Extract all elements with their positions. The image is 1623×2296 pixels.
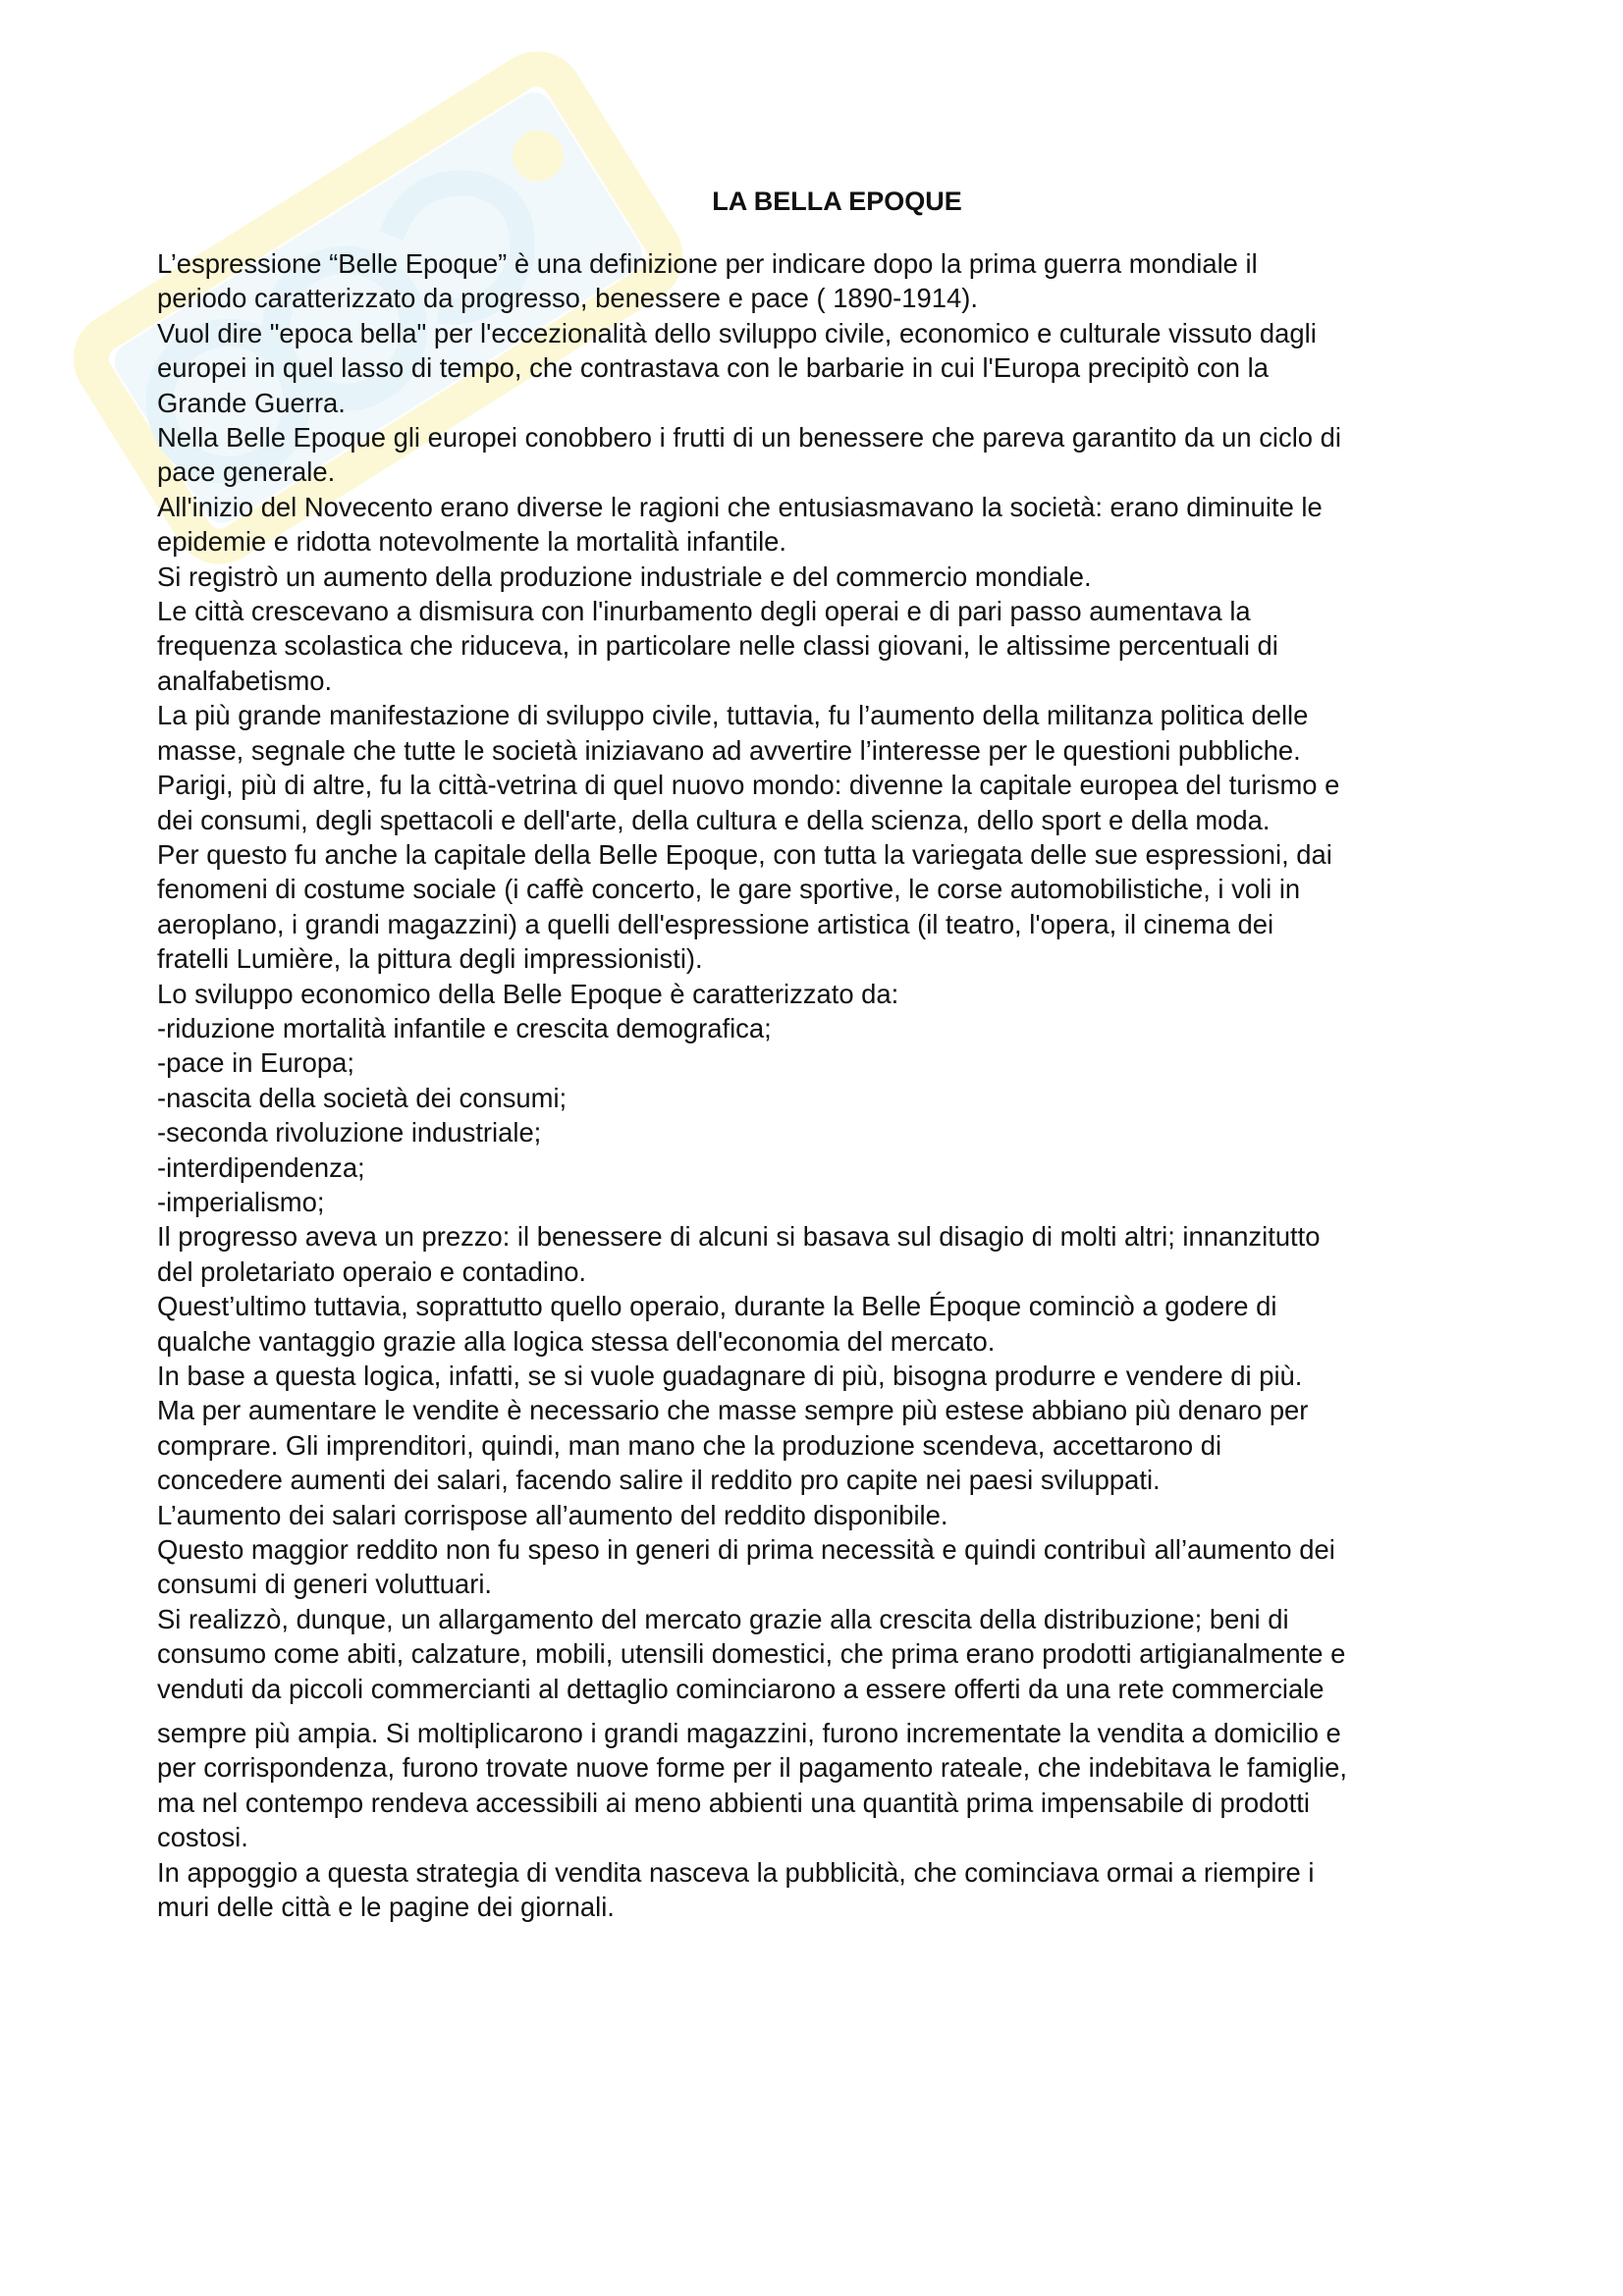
text-line: Per questo fu anche la capitale della Belle Epoque, con tutta la variegata delle sue espressioni, dai xyxy=(157,838,1332,870)
text-line: -nascita della società dei consumi; xyxy=(157,1082,568,1113)
text-line: consumo come abiti, calzature, mobili, utensili domestici, che prima erano prodotti artigianalmente e xyxy=(157,1638,1346,1670)
text-line: fratelli Lumière, la pittura degli impressionisti). xyxy=(157,943,703,975)
text-line: europei in quel lasso di tempo, che contrastava con le barbarie in cui l'Europa precipitò con la xyxy=(157,352,1269,384)
text-line: del proletariato operaio e contadino. xyxy=(157,1255,587,1287)
text-line: consumi di generi voluttuari. xyxy=(157,1569,493,1600)
text-line: Il progresso aveva un prezzo: il benessere di alcuni si basava sul disagio di molti altri; innanzitutto xyxy=(157,1221,1321,1253)
text-line: venduti da piccoli commercianti al dettaglio cominciarono a essere offerti da una rete commerciale xyxy=(157,1673,1325,1704)
text-line: comprare. Gli imprenditori, quindi, man mano che la produzione scendeva, accettarono di xyxy=(157,1429,1222,1461)
text-line: epidemie e ridotta notevolmente la mortalità infantile. xyxy=(157,526,786,558)
text-line: masse, segnale che tutte le società iniziavano ad avvertire l’interesse per le questioni pubbliche. xyxy=(157,734,1301,766)
text-line: Quest’ultimo tuttavia, soprattutto quello operaio, durante la Belle Époque cominciò a godere di xyxy=(157,1291,1277,1322)
text-line: In appoggio a questa strategia di vendita nasceva la pubblicità, che cominciava ormai a riempire i xyxy=(157,1856,1315,1888)
text-line: costosi. xyxy=(157,1822,248,1853)
text-line: pace generale. xyxy=(157,456,336,488)
text-line: Si registrò un aumento della produzione industriale e del commercio mondiale. xyxy=(157,561,1092,592)
text-line: fenomeni di costume sociale (i caffè concerto, le gare sportive, le corse automobilistiche, i voli in xyxy=(157,874,1301,905)
text-line: Vuol dire "epoca bella" per l'eccezionalità dello sviluppo civile, economico e culturale vissuto dagli xyxy=(157,317,1317,348)
text-line: -pace in Europa; xyxy=(157,1047,354,1079)
text-line: Grande Guerra. xyxy=(157,387,346,418)
text-line: La più grande manifestazione di sviluppo civile, tuttavia, fu l’aumento della militanza politica delle xyxy=(157,700,1309,731)
text-line: per corrispondenza, furono trovate nuove forme per il pagamento rateale, che indebitava le famiglie, xyxy=(157,1752,1347,1784)
page-title: LA BELLA EPOQUE xyxy=(712,187,962,216)
text-line: sempre più ampia. Si moltiplicarono i grandi magazzini, furono incrementate la vendita a domicilio e xyxy=(157,1718,1341,1749)
text-line: Si realizzò, dunque, un allargamento del mercato grazie alla crescita della distribuzione; beni di xyxy=(157,1603,1289,1634)
text-line: Questo maggior reddito non fu speso in generi di prima necessità e quindi contribuì all’aumento dei xyxy=(157,1534,1335,1566)
document-page xyxy=(157,187,1497,1925)
text-line: Parigi, più di altre, fu la città-vetrina di quel nuovo mondo: divenne la capitale europea del turismo e xyxy=(157,770,1340,801)
text-line: L’aumento dei salari corrispose all’aumento del reddito disponibile. xyxy=(157,1499,948,1530)
document-body xyxy=(157,246,1497,1925)
text-line: All'inizio del Novecento erano diverse le ragioni che entusiasmavano la società: erano diminuite le xyxy=(157,491,1323,522)
text-line: Lo sviluppo economico della Belle Epoque è caratterizzato da: xyxy=(157,978,899,1009)
text-line: -seconda rivoluzione industriale; xyxy=(157,1117,542,1148)
text-line: L’espressione “Belle Epoque” è una definizione per indicare dopo la prima guerra mondiale il xyxy=(157,248,1258,279)
text-line: frequenza scolastica che riduceva, in particolare nelle classi giovani, le altissime percentuali di xyxy=(157,630,1278,662)
text-line: Ma per aumentare le vendite è necessario che masse sempre più estese abbiano più denaro per xyxy=(157,1395,1309,1426)
text-line: analfabetismo. xyxy=(157,665,333,696)
text-line: Nella Belle Epoque gli europei conobbero i frutti di un benessere che pareva garantito da un ciclo di xyxy=(157,422,1341,454)
text-line: muri delle città e le pagine dei giornali. xyxy=(157,1892,615,1923)
text-line: aeroplano, i grandi magazzini) a quelli dell'espressione artistica (il teatro, l'opera, il cinema dei xyxy=(157,908,1274,939)
text-line: -interdipendenza; xyxy=(157,1151,365,1183)
text-line: -imperialismo; xyxy=(157,1186,325,1217)
text-line: Le città crescevano a dismisura con l'inurbamento degli operai e di pari passo aumentava la xyxy=(157,596,1251,627)
text-line: qualche vantaggio grazie alla logica stessa dell'economia del mercato. xyxy=(157,1325,996,1357)
text-line: periodo caratterizzato da progresso, benessere e pace ( 1890-1914). xyxy=(157,283,978,314)
text-line: dei consumi, degli spettacoli e dell'arte, della cultura e della scienza, dello sport e della moda. xyxy=(157,804,1271,835)
text-line: In base a questa logica, infatti, se si vuole guadagnare di più, bisogna produrre e vendere di più. xyxy=(157,1361,1303,1391)
text-line: ma nel contempo rendeva accessibili ai meno abbienti una quantità prima impensabile di prodotti xyxy=(157,1787,1310,1818)
text-line: concedere aumenti dei salari, facendo salire il reddito pro capite nei paesi sviluppati. xyxy=(157,1465,1161,1496)
text-line: -riduzione mortalità infantile e crescita demografica; xyxy=(157,1012,772,1043)
